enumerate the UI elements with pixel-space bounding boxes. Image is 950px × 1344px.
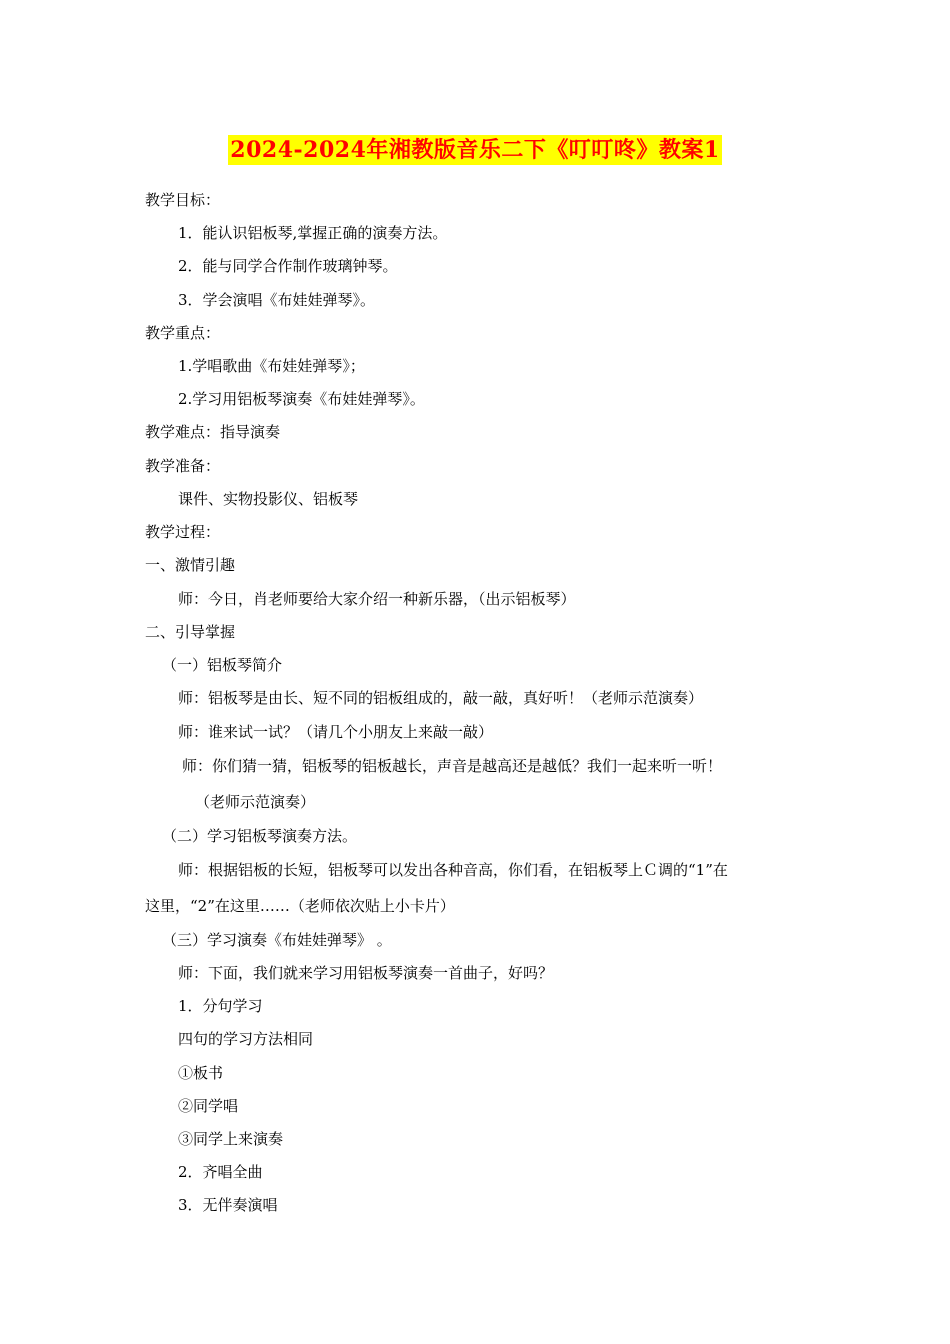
document-title: 2024-2024年湘教版音乐二下《叮叮咚》教案1 [230, 137, 720, 163]
line-demo-note: （老师示范演奏） [195, 793, 316, 811]
line-teacher-intro: 师：今日，肖老师要给大家介绍一种新乐器，（出示铝板琴） [178, 590, 576, 608]
line-section-1: 一、激情引趣 [145, 556, 236, 574]
line-teacher-try: 师：谁来试一试？（请几个小朋友上来敲一敲） [178, 723, 494, 741]
line-step-1: 1．分句学习 [178, 997, 263, 1015]
line-objective-1: 1．能认识铝板琴,掌握正确的演奏方法。 [178, 224, 448, 242]
line-subsection-2: （二）学习铝板琴演奏方法。 [162, 827, 358, 845]
line-teacher-guess: 师：你们猜一猜，铝板琴的铝板越长，声音是越高还是越低？我们一起来听一听！ [182, 757, 723, 775]
line-preparation-heading: 教学准备： [145, 457, 221, 475]
line-step-1-note: 四句的学习方法相同 [178, 1030, 314, 1048]
line-teacher-demo: 师：铝板琴是由长、短不同的铝板组成的，敲一敲，真好听！（老师示范演奏） [178, 689, 704, 707]
line-section-2: 二、引导掌握 [145, 623, 236, 641]
line-step-3: 3．无伴奏演唱 [178, 1196, 278, 1214]
line-key-point-2: 2.学习用铝板琴演奏《布娃娃弹琴》。 [178, 390, 425, 408]
line-step-1b: ②同学唱 [178, 1097, 239, 1115]
line-step-2: 2．齐唱全曲 [178, 1163, 263, 1181]
line-process-heading: 教学过程： [145, 523, 221, 541]
line-objectives-heading: 教学目标： [145, 191, 221, 209]
line-step-1c: ③同学上来演奏 [178, 1130, 284, 1148]
line-teacher-pitch: 师：根据铝板的长短，铝板琴可以发出各种音高，你们看，在铝板琴上Ｃ调的“1”在 [178, 861, 728, 879]
line-difficulty: 教学难点：指导演奏 [145, 423, 281, 441]
line-teacher-play: 师：下面，我们就来学习用铝板琴演奏一首曲子，好吗？ [178, 964, 554, 982]
line-key-points-heading: 教学重点： [145, 324, 221, 342]
line-teacher-pitch-cont: 这里，“2”在这里……（老师依次贴上小卡片） [145, 897, 455, 915]
line-subsection-3: （三）学习演奏《布娃娃弹琴》 。 [162, 931, 392, 949]
line-preparation-items: 课件、实物投影仪、铝板琴 [178, 490, 359, 508]
line-subsection-1: （一）铝板琴简介 [162, 656, 283, 674]
title-wrap [0, 135, 950, 165]
line-objective-2: 2．能与同学合作制作玻璃钟琴。 [178, 257, 398, 275]
line-step-1a: ①板书 [178, 1064, 224, 1082]
line-objective-3: 3．学会演唱《布娃娃弹琴》。 [178, 291, 376, 309]
line-key-point-1: 1.学唱歌曲《布娃娃弹琴》； [178, 357, 365, 375]
